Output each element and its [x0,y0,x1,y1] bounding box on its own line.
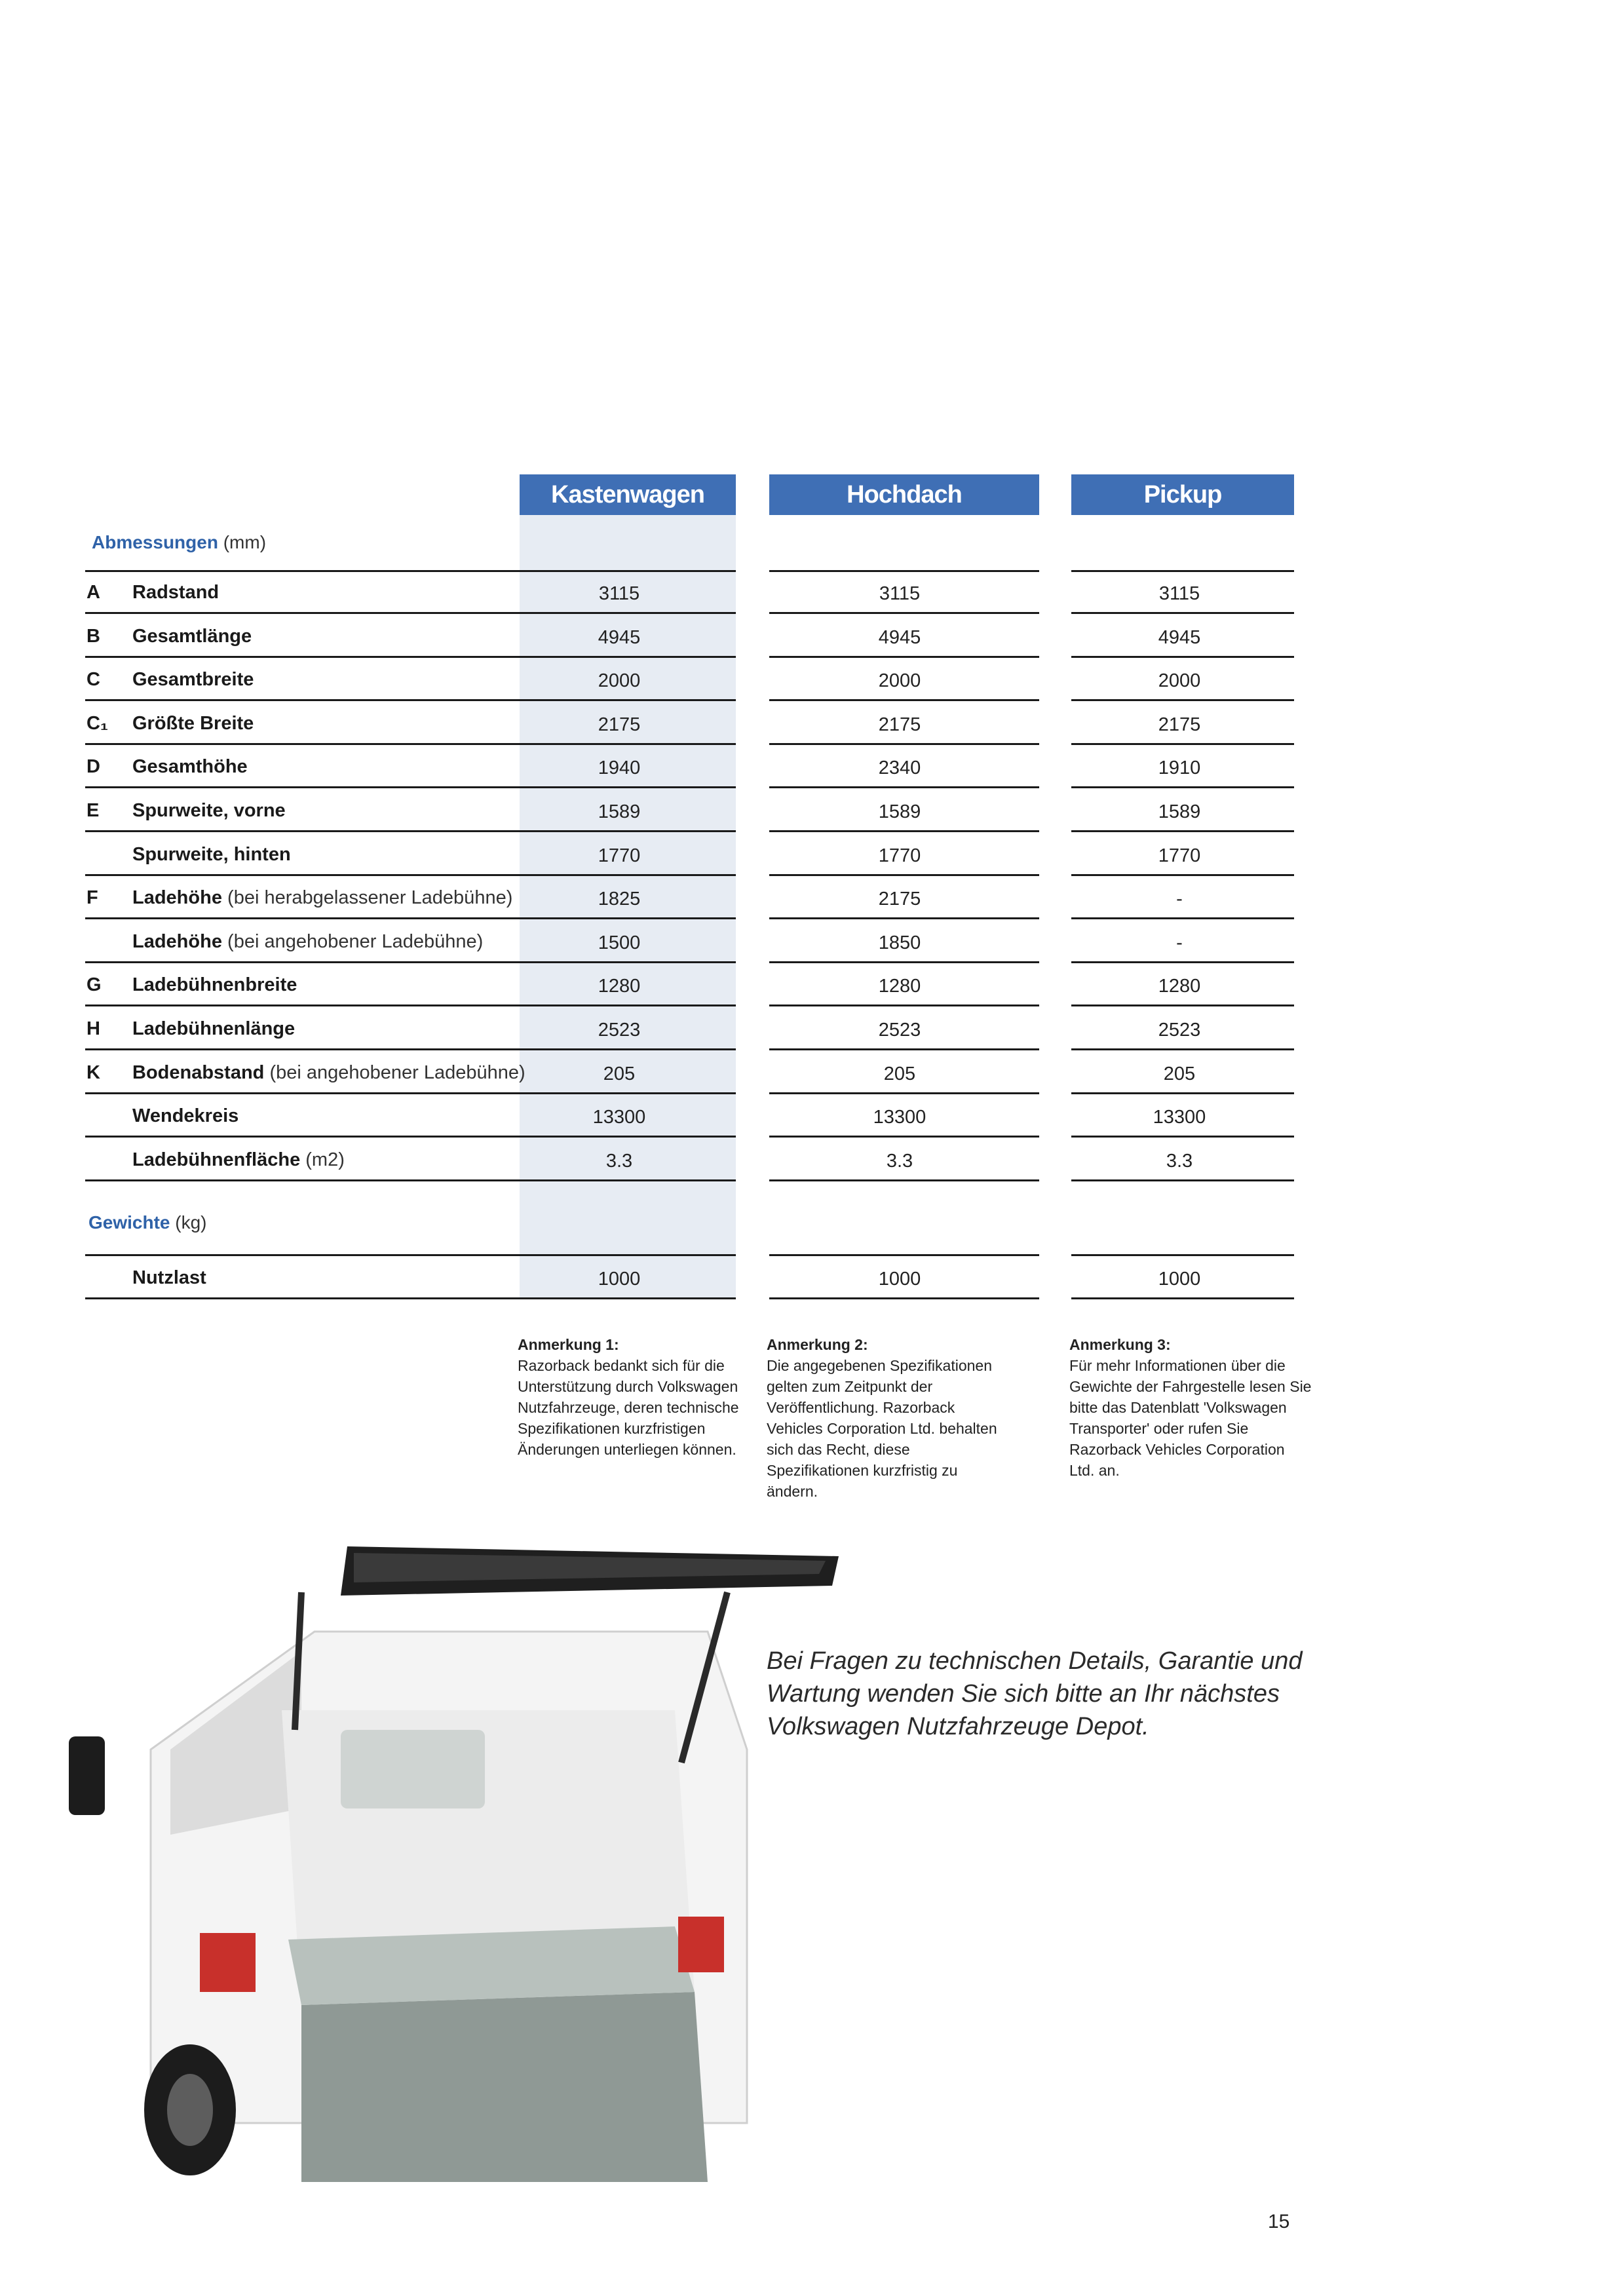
section-title-text: Gewichte [88,1212,170,1233]
row-rule [769,961,1039,963]
note-1 [518,1334,760,1460]
row-label-note: (m2) [305,1149,345,1170]
row-label-note: (bei angehobener Ladebühne) [227,930,484,952]
table-cell: 3115 [598,583,640,604]
column-header-kastenwagen: Kastenwagen [520,474,736,515]
row-rule [769,1004,1039,1006]
note-text: Razorback bedankt sich für die Unterstützung durch Volkswagen Nutzfahrzeuge, deren technische Spezifikationen kurzfristigen Änderungen unterliegen können. [518,1357,739,1458]
row-rule [1071,874,1294,876]
section-title-dimensions [92,532,266,553]
row-rule [1071,699,1294,701]
row-rule [85,743,736,745]
table-cell: 2000 [878,670,921,692]
table-cell: 13300 [592,1107,646,1128]
row-label [132,844,291,866]
row-rule [769,1048,1039,1050]
table-cell: 2175 [1158,714,1201,735]
column-header-pickup: Pickup [1071,474,1294,515]
row-rule [1071,961,1294,963]
row-letter: E [86,800,100,821]
table-cell: 1000 [1158,1269,1201,1290]
row-rule [85,656,736,658]
row-rule [1071,1136,1294,1138]
row-label [132,626,252,647]
table-top-rule [85,570,736,572]
weights-bottom-rule [1071,1297,1294,1299]
row-rule [85,1048,736,1050]
row-rule [85,612,736,614]
row-label-text: Ladebühnenbreite [132,974,297,996]
table-cell: 1589 [1158,801,1201,822]
table-cell: 205 [603,1063,636,1084]
row-rule [769,743,1039,745]
table-cell: 13300 [1153,1107,1206,1128]
row-rule [769,786,1039,788]
row-label-text: Bodenabstand [132,1062,265,1083]
row-rule [85,830,736,832]
row-rule [769,1179,1039,1181]
table-cell: 3.3 [886,1150,913,1172]
table-cell: 1770 [598,845,641,866]
row-letter: H [86,1018,100,1039]
row-label-text: Spurweite, hinten [132,843,291,865]
row-rule [85,699,736,701]
row-label [132,669,254,691]
row-rule [769,1092,1039,1094]
row-letter: G [86,974,102,996]
row-rule [1071,1179,1294,1181]
row-letter: C₁ [86,712,108,734]
row-label-text: Gesamtbreite [132,669,254,691]
table-cell: 4945 [598,626,641,648]
row-rule [85,1136,736,1138]
row-rule [769,656,1039,658]
row-label-text: Spurweite, vorne [132,800,286,821]
table-cell: 1000 [598,1269,641,1290]
row-letter: A [86,582,100,603]
row-rule [1071,612,1294,614]
weights-top-rule [1071,1254,1294,1256]
row-letter: C [86,669,100,691]
table-cell: - [1176,889,1183,910]
row-letter: D [86,756,100,778]
van-tipper-image [66,1533,865,2189]
table-cell: 205 [1163,1063,1196,1084]
row-label-note: (bei angehobener Ladebühne) [269,1062,525,1083]
table-cell: 2523 [1158,1020,1201,1041]
weights-bottom-rule [769,1297,1039,1299]
note-title: Anmerkung 3: [1069,1336,1171,1353]
table-cell: 3.3 [605,1150,633,1172]
row-rule [769,917,1039,919]
row-rule [769,612,1039,614]
page-number: 15 [1268,2211,1290,2232]
table-cell: 2523 [878,1020,921,1041]
row-rule [769,699,1039,701]
table-cell: 2523 [598,1020,641,1041]
row-letter: B [86,625,100,647]
row-label-text: Gesamtlänge [132,625,252,647]
row-label-text: Ladebühnenlänge [132,1018,296,1039]
row-label-text: Größte Breite [132,712,254,734]
row-label [132,800,286,822]
weights-top-rule [769,1254,1039,1256]
table-cell: 2000 [598,670,641,692]
row-rule [1071,1004,1294,1006]
row-rule [85,786,736,788]
table-cell: 205 [883,1063,916,1084]
table-cell: 1770 [878,845,921,866]
table-cell: 1770 [1158,845,1201,866]
table-cell: 2000 [1158,670,1201,692]
contact-text: Bei Fragen zu technischen Details, Garantie und Wartung wenden Sie sich bitte an Ihr nächstes Volkswagen Nutzfahrzeuge Depot. [767,1647,1303,1740]
table-cell: 1850 [878,932,921,953]
row-label-text: Wendekreis [132,1105,239,1127]
table-cell: 4945 [1158,626,1201,648]
row-rule [1071,830,1294,832]
row-label [132,1018,295,1040]
column-header-hochdach: Hochdach [769,474,1039,515]
table-cell: 2175 [598,714,641,735]
row-label [132,713,254,735]
row-rule [769,874,1039,876]
row-rule [769,830,1039,832]
weight-row-label: Nutzlast [132,1267,206,1288]
table-cell: 2175 [878,889,921,910]
row-rule [85,874,736,876]
note-text: Die angegebenen Spezifikationen gelten zum Zeitpunkt der Veröffentlichung. Razorback Vehicles Corporation Ltd. behalten sich das Recht, diese Spezifikationen kurzfristig zu ändern. [767,1357,997,1500]
table-cell: 3115 [1158,583,1200,604]
weights-bottom-rule [85,1297,736,1299]
row-label [132,1105,239,1127]
note-text: Für mehr Informationen über die Gewichte der Fahrgestelle lesen Sie bitte das Datenblatt 'Volkswagen Transporter' oder rufen Sie Razorback Vehicles Corporation Ltd. an. [1069,1357,1312,1479]
table-cell: 1910 [1158,757,1201,779]
table-cell: 1825 [598,889,641,910]
note-title: Anmerkung 2: [767,1336,868,1353]
row-label-text: Ladehöhe [132,930,222,952]
note-2 [767,1334,1009,1502]
table-cell: 1280 [878,976,921,997]
note-3 [1069,1334,1312,1481]
row-label [132,974,297,996]
section-title-weights [88,1212,207,1233]
table-cell: 1280 [1158,976,1201,997]
note-title: Anmerkung 1: [518,1336,619,1353]
table-cell: 1589 [598,801,641,822]
section-title-text: Abmessungen [92,532,218,552]
row-label-text: Ladehöhe [132,887,222,909]
row-rule [1071,743,1294,745]
row-rule [85,961,736,963]
table-cell: 1000 [878,1269,921,1290]
row-rule [1071,1048,1294,1050]
row-letter: K [86,1062,100,1083]
table-cell: 1589 [878,801,921,822]
section-title-unit: (mm) [223,532,267,552]
row-label-text: Gesamthöhe [132,756,248,778]
row-label-note: (bei herabgelassener Ladebühne) [227,887,513,909]
row-rule [1071,917,1294,919]
section-title-unit: (kg) [175,1212,207,1233]
table-cell: 4945 [878,626,921,648]
row-label [132,582,219,603]
row-rule [85,1179,736,1181]
row-label [132,756,248,778]
row-rule [1071,786,1294,788]
column-top-rule [769,570,1039,572]
table-cell: - [1176,932,1183,953]
table-cell: 1280 [598,976,641,997]
row-label [132,931,483,953]
row-label [132,887,512,909]
table-cell: 13300 [873,1107,926,1128]
table-cell: 1940 [598,757,641,779]
column-top-rule [1071,570,1294,572]
table-cell: 1500 [598,932,641,953]
weights-top-rule [85,1254,736,1256]
row-label-text: Radstand [132,582,220,603]
row-rule [85,1004,736,1006]
table-cell: 3.3 [1166,1150,1193,1172]
row-rule [769,1136,1039,1138]
row-label-text: Ladebühnenfläche [132,1149,301,1170]
row-rule [85,1092,736,1094]
row-rule [1071,656,1294,658]
row-rule [1071,1092,1294,1094]
row-letter: F [86,887,98,909]
table-cell: 2340 [878,757,921,779]
table-cell: 3115 [879,583,921,604]
row-rule [85,917,736,919]
table-cell: 2175 [878,714,921,735]
row-label [132,1062,525,1084]
row-label [132,1149,345,1171]
